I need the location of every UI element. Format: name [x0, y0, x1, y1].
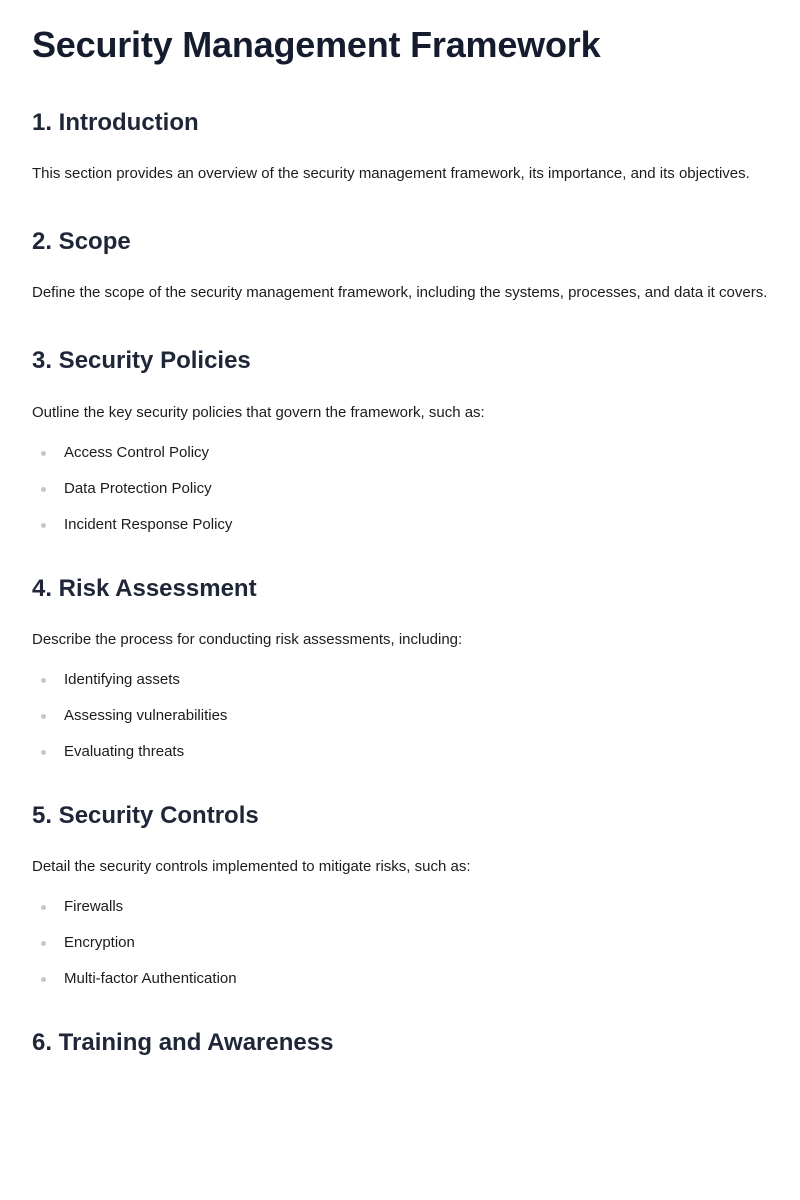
- list-item-label: Multi-factor Authentication: [64, 969, 237, 987]
- section-body: Detail the security controls implemented to mitigate risks, such as:: [32, 857, 471, 875]
- section-heading: 6. Training and Awareness: [32, 1028, 334, 1056]
- list-item: [32, 897, 768, 917]
- bullet-icon: [41, 750, 46, 755]
- list-item: [32, 515, 768, 535]
- list-item-label: Incident Response Policy: [64, 515, 233, 533]
- section-security-controls: [32, 800, 768, 989]
- list-item: [32, 443, 768, 463]
- list-item-label: Firewalls: [64, 897, 124, 915]
- section-heading: 5. Security Controls: [32, 801, 259, 829]
- list-item: [32, 933, 768, 953]
- list-item-label: Evaluating threats: [64, 742, 185, 760]
- list-item: [32, 969, 768, 989]
- list-item-label: Encryption: [64, 933, 135, 951]
- bullet-icon: [41, 714, 46, 719]
- bullet-icon: [41, 523, 46, 528]
- section-introduction: [32, 107, 768, 188]
- bullet-icon: [41, 678, 46, 683]
- list-item: [32, 670, 768, 690]
- section-scope: [32, 226, 768, 307]
- bullet-list: [32, 443, 768, 535]
- section-heading: 4. Risk Assessment: [32, 574, 257, 602]
- bullet-icon: [41, 487, 46, 492]
- list-item: [32, 706, 768, 726]
- section-security-policies: [32, 345, 768, 534]
- bullet-icon: [41, 941, 46, 946]
- list-item: [32, 742, 768, 762]
- bullet-icon: [41, 905, 46, 910]
- list-item-label: Access Control Policy: [64, 443, 210, 461]
- bullet-list: [32, 897, 768, 989]
- list-item-label: Assessing vulnerabilities: [64, 706, 228, 724]
- section-heading: 2. Scope: [32, 228, 131, 256]
- bullet-icon: [41, 977, 46, 982]
- bullet-icon: [41, 451, 46, 456]
- list-item-label: Identifying assets: [64, 670, 180, 688]
- list-item-label: Data Protection Policy: [64, 479, 212, 497]
- section-risk-assessment: [32, 573, 768, 762]
- list-item: [32, 479, 768, 499]
- section-heading: 1. Introduction: [32, 109, 199, 136]
- section-heading: 3. Security Policies: [32, 347, 251, 375]
- section-body: Describe the process for conducting risk assessments, including:: [32, 630, 463, 648]
- page-title: Security Management Framework: [32, 24, 601, 65]
- section-training-awareness: [32, 1027, 768, 1058]
- section-body: Define the scope of the security management framework, including the systems, processes, and data it covers.: [32, 284, 768, 302]
- section-body: Outline the key security policies that govern the framework, such as:: [32, 403, 485, 421]
- section-body: This section provides an overview of the security management framework, its importance, and its objectives.: [32, 165, 750, 183]
- bullet-list: [32, 670, 768, 762]
